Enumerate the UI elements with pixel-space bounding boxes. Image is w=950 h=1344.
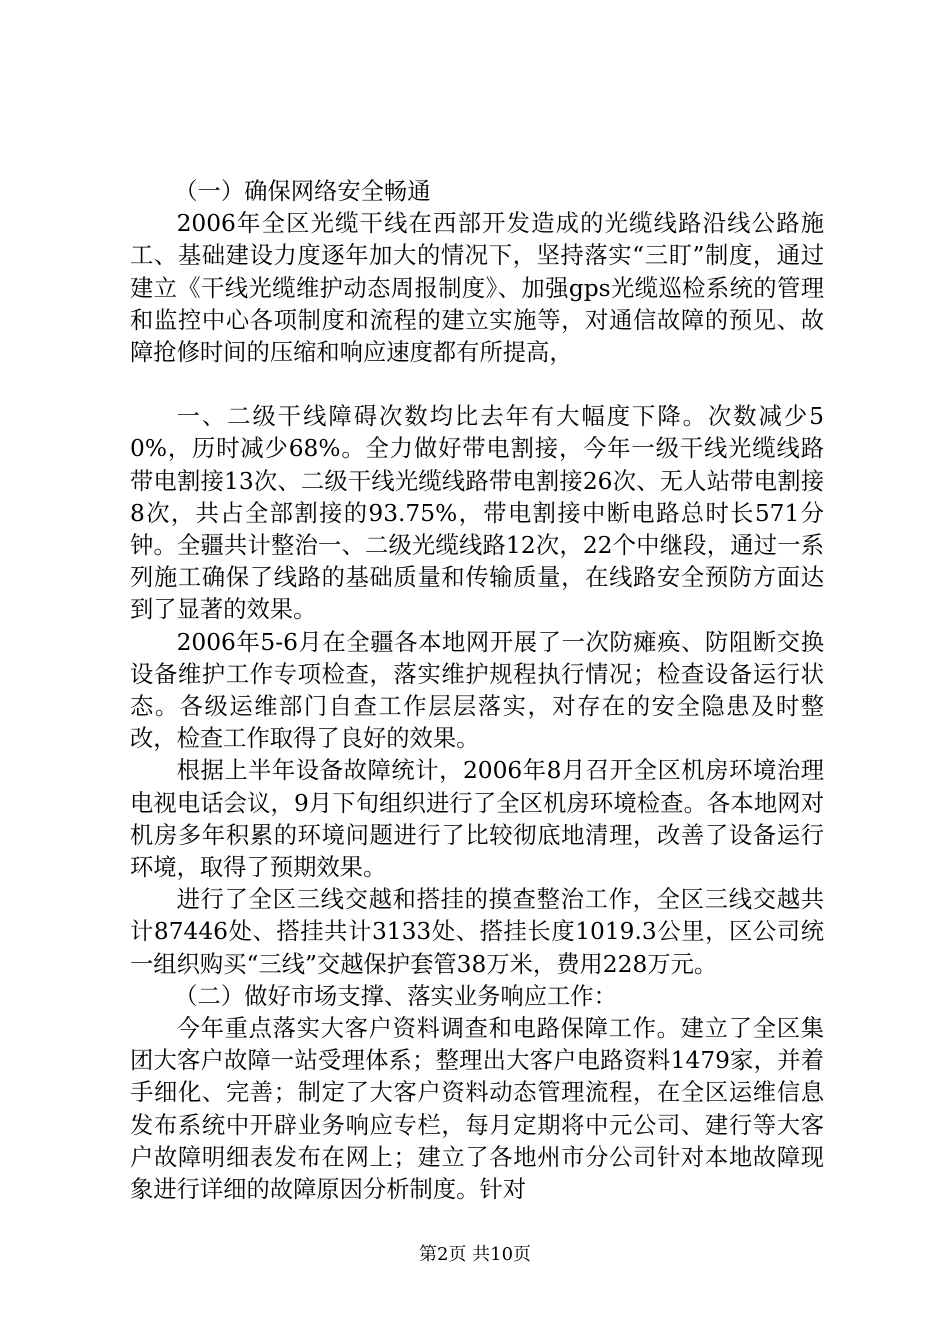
section-heading-network-security: （一）确保网络安全畅通 [174,178,431,205]
page-footer: 第2页 共10页 [418,1244,532,1265]
paragraph-switch-inspection: 2006年5-6月在全疆各本地网开展了一次防瘫痪、防阻断交换设备维护工作专项检查，落实维护规程执行情况；检查设备运行状态。各级运维部门自查工作层层落实，对存在的安全隐患及时整改，检查工作取得了良好的效果。 [130,628,824,753]
paragraph-fiber-trunk: 2006年全区光缆干线在西部开发造成的光缆线路沿线公路施工、基础建设力度逐年加大的情况下，坚持落实“三盯”制度，通过建立《干线光缆维护动态周报制度》、加强gps光缆巡检系统的管理和监控中心各项制度和流程的建立实施等，对通信故障的预见、故障抢修时间的压缩和响应速度都有所提高， [130,210,824,367]
paragraph-three-line-crossing: 进行了全区三线交越和搭挂的摸查整治工作，全区三线交越共计87446处、搭挂共计3133处、搭挂长度1019.3公里，区公司统一组织购买“三线”交越保护套管38万米，费用228万元。 [130,886,824,978]
section-heading-market-support: （二）做好市场支撑、落实业务响应工作： [174,982,617,1010]
paragraph-key-customers: 今年重点落实大客户资料调查和电路保障工作。建立了全区集团大客户故障一站受理体系；整理出大客户电路资料1479家，并着手细化、完善；制定了大客户资料动态管理流程，在全区运维信息发布系统中开辟业务响应专栏，每月定期将中元公司、建行等大客户故障明细表发布在网上；建立了各地州市分公司针对本地故障现象进行详细的故障原因分析制度。针对 [130,1015,824,1204]
document-body [130,176,824,1206]
paragraph-gap [130,369,824,401]
paragraph-trunk-faults: 一、二级干线障碍次数均比去年有大幅度下降。次数减少50%，历时减少68%。全力做好带电割接，今年一级干线光缆线路带电割接13次、二级干线光缆线路带电割接26次、无人站带电割接8次，共占全部割接的93.75%，带电割接中断电路总时长571分钟。全疆共计整治一、二级光缆线路12次，22个中继段，通过一系列施工确保了线路的基础质量和传输质量，在线路安全预防方面达到了显著的效果。 [130,403,824,624]
paragraph-room-environment: 根据上半年设备故障统计，2006年8月召开全区机房环境治理电视电话会议，9月下旬组织进行了全区机房环境检查。各本地网对机房多年积累的环境问题进行了比较彻底地清理，改善了设备运行环境，取得了预期效果。 [130,757,824,882]
